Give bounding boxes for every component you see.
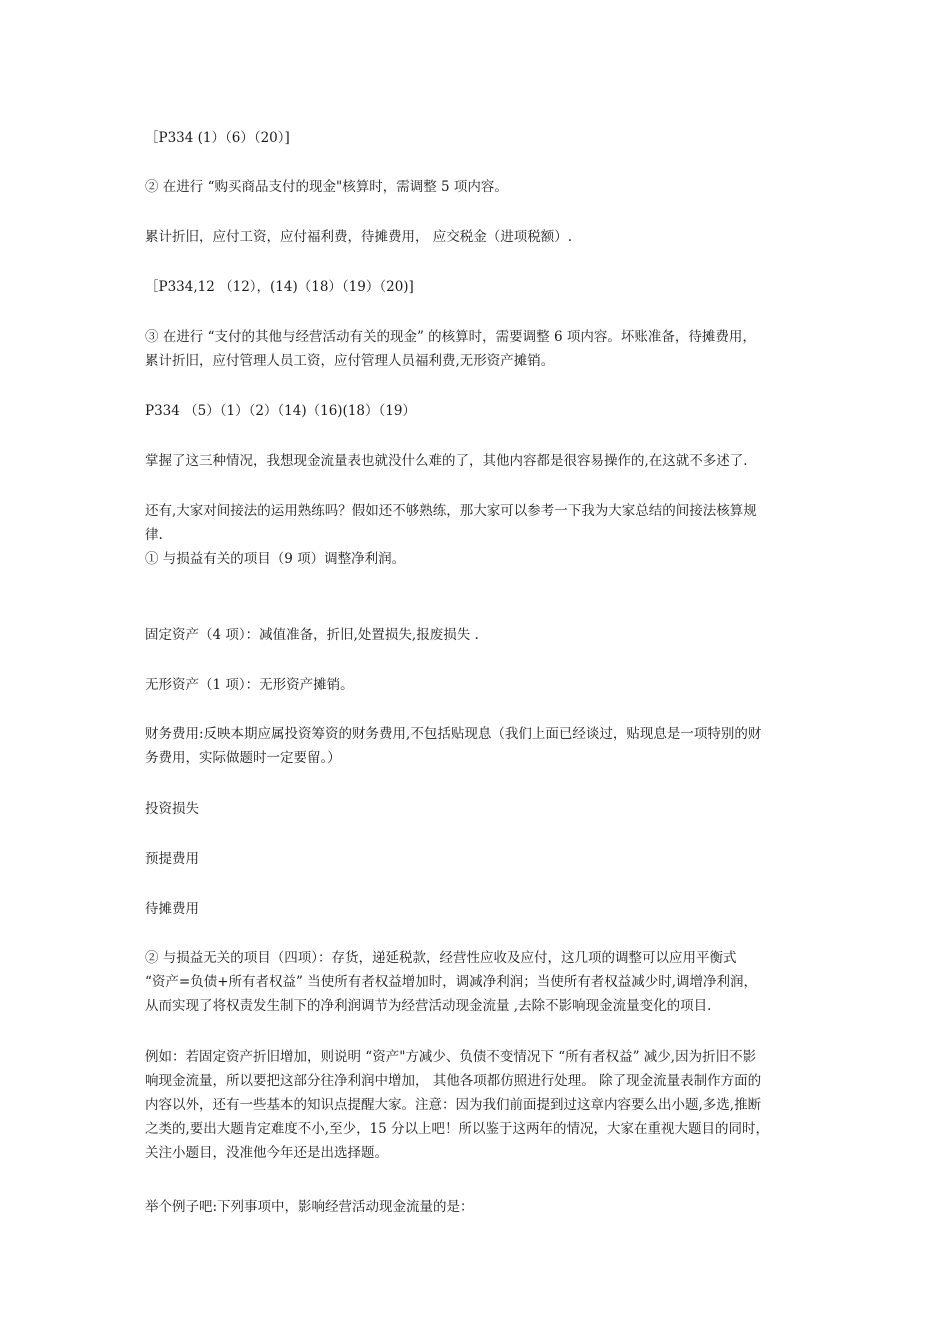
- adjust-items-list-1: [145, 225, 809, 249]
- text-line: 内容以外，还有一些基本的知识点提醒大家。注意：因为我们前面提到过这章内容要么出小题,多选,推断: [145, 1097, 762, 1113]
- text-line: 务费用，实际做题时一定要留。）: [145, 750, 341, 766]
- intangible-assets-item: [145, 673, 809, 697]
- text-line: 财务费用:反映本期应属投资筹资的财务费用,不包括贴现息（我们上面已经谈过，贴现息是一项特别的财: [145, 726, 762, 742]
- text-line: 从而实现了将权责发生制下的净利润调节为经营活动现金流量 ,去除不影响现金流量变化的项目.: [145, 998, 712, 1014]
- reference-p334-2: [145, 275, 809, 299]
- text-line: 预提费用: [145, 851, 199, 867]
- item-3-other-operating-cash: [145, 325, 809, 373]
- text-line: 投资损失: [145, 801, 199, 817]
- investment-loss-item: [145, 797, 809, 821]
- question-intro: [145, 1195, 809, 1219]
- reference-p334-3: [145, 399, 809, 423]
- text-line: 累计折旧，应付管理人员工资，应付管理人员福利费,无形资产摊销。: [145, 353, 555, 369]
- text-line: “资产=负债+所有者权益” 当使所有者权益增加时，调减净利润；当使所有者权益减少时,调增净利润，: [145, 974, 758, 990]
- fixed-assets-item: [145, 623, 809, 647]
- text-line: 无形资产（1 项）：无形资产摊销。: [145, 677, 354, 693]
- example-paragraph: [145, 1045, 809, 1165]
- summary-paragraph: [145, 449, 809, 473]
- text-line: 固定资产（4 项）：减值准备，折旧,处置损失,报废损失 .: [145, 627, 479, 643]
- non-pl-items-paragraph: [145, 946, 809, 1018]
- indirect-method-intro: [145, 499, 809, 571]
- text-line: ② 在进行 “购买商品支付的现金"核算时，需调整 5 项内容。: [145, 179, 508, 195]
- text-line: 响现金流量，所以要把这部分往净利润中增加， 其他各项都仿照进行处理。 除了现金流量表制作方面的: [145, 1073, 762, 1089]
- text-line: 还有,大家对间接法的运用熟练吗？假如还不够熟练，那大家可以参考一下我为大家总结的间接法核算规: [145, 503, 757, 519]
- text-line: 之类的,要出大题肯定难度不小,至少，15 分以上吧！所以鉴于这两年的情况，大家在重视大题目的同时，: [145, 1121, 770, 1137]
- text-line: P334 （5）（1）（2）（14)（16)(18）（19）: [145, 403, 416, 419]
- text-line: 待摊费用: [145, 901, 199, 917]
- text-line: 累计折旧，应付工资，应付福利费，待摊费用， 应交税金（进项税额）.: [145, 229, 573, 245]
- text-line: ［P334,12 （12），(14)（18）（19）（20)]: [145, 279, 414, 295]
- financial-expense-item: [145, 722, 809, 770]
- text-line: ① 与损益有关的项目（9 项）调整净利润。: [145, 551, 406, 567]
- text-line: 例如：若固定资产折旧增加，则说明 “资产"方减少、负债不变情况下 “所有者权益” 减少,因为折旧不影: [145, 1049, 757, 1065]
- text-line: ［P334 (1）（6）（20）]: [145, 130, 290, 146]
- text-line: 掌握了这三种情况，我想现金流量表也就没什么难的了，其他内容都是很容易操作的,在这就不多述了.: [145, 453, 748, 469]
- accrued-expense-item: [145, 847, 809, 871]
- text-line: 关注小题目，没准他今年还是出选择题。: [145, 1145, 388, 1161]
- item-2-purchase-cash: [145, 175, 809, 199]
- reference-p334-1: [145, 126, 809, 150]
- text-line: 律.: [145, 527, 163, 543]
- text-line: ② 与损益无关的项目（四项）：存货，递延税款，经营性应收及应付，这几项的调整可以应用平衡式: [145, 950, 737, 966]
- prepaid-expense-item: [145, 897, 809, 921]
- text-line: 举个例子吧:下列事项中，影响经营活动现金流量的是：: [145, 1199, 474, 1215]
- text-line: ③ 在进行 “支付的其他与经营活动有关的现金” 的核算时，需要调整 6 项内容。坏账准备，待摊费用，: [145, 329, 756, 345]
